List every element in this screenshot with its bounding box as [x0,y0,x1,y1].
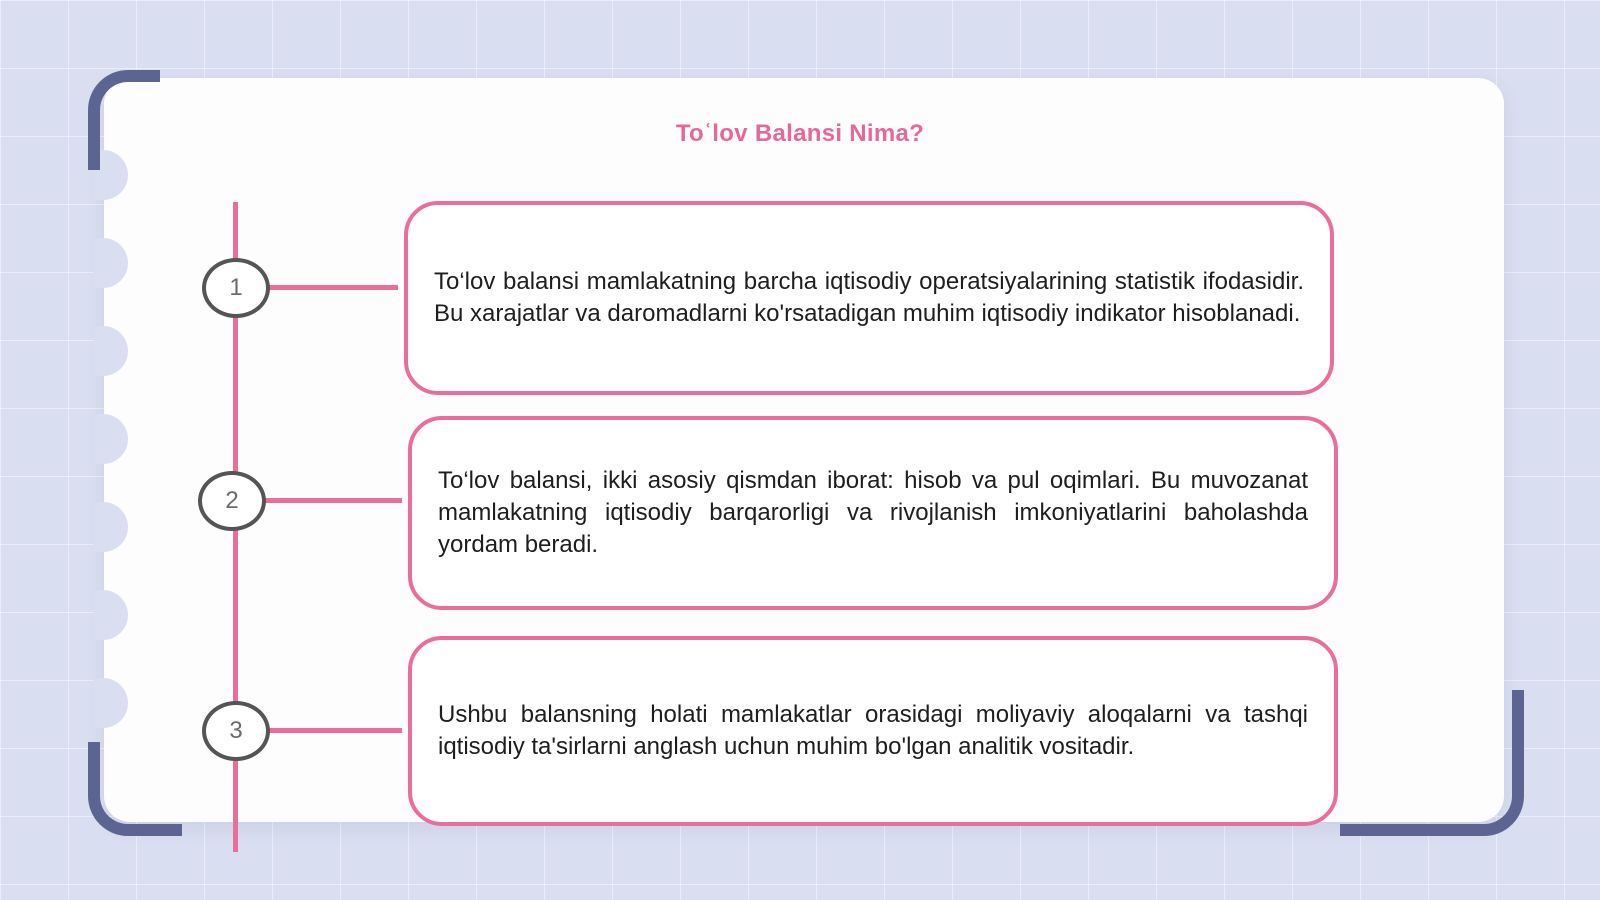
step-card [404,201,1334,395]
corner-bracket-bottom-left [88,742,182,836]
slide-title: Toʿlov Balansi Nima? [675,120,925,147]
step-card [408,636,1338,826]
step-card [408,416,1338,610]
corner-bracket-bottom-right [1340,690,1524,836]
step-number-badge: 1 [202,258,270,318]
step-text: To‘lov balansi, ikki asosiy qismdan iborat: hisob va pul oqimlari. Bu muvozanat mamlakatning iqtisodiy barqarorligi va rivojlanish imkoniyatlarini baholashda yordam beradi. [438,467,1308,558]
step-number-badge: 2 [198,471,266,531]
step-number-badge: 3 [202,701,270,761]
corner-bracket-top-left [88,70,160,170]
step-connector [264,285,398,290]
step-connector [264,728,402,733]
step-text: To‘lov balansi mamlakatning barcha iqtisodiy operatsiyalarining statistik ifodasidir. Bu xarajatlar va daromadlarni ko'rsatadigan muhim iqtisodiy indikator hisoblanadi. [434,268,1304,327]
step-connector [260,498,402,503]
step-text: Ushbu balansning holati mamlakatlar orasidagi moliyaviy aloqalarni va tashqi iqtisodiy ta'sirlarni anglash uchun muhim bo'lgan analitik vositadir. [438,701,1308,760]
